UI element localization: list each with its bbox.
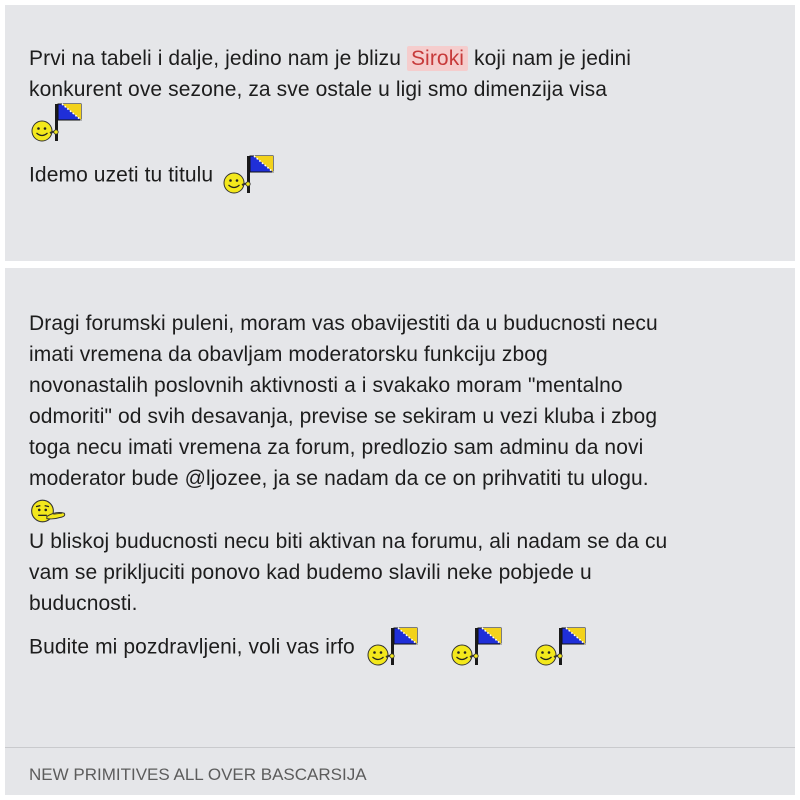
- emoticon-row: [29, 498, 795, 526]
- post-text-line: U bliskoj buducnosti necu biti aktivan na forumu, ali nadam se da cu: [29, 530, 668, 553]
- emoticon-row: [29, 101, 795, 149]
- thinking-smiley-icon: [29, 498, 69, 524]
- smiley-with-bosnian-flag-icon: [365, 625, 423, 669]
- smiley-with-bosnian-flag-icon: [449, 625, 507, 669]
- post-text: Idemo uzeti tu titulu: [29, 163, 214, 187]
- mention-link-siroki[interactable]: Siroki: [407, 46, 468, 71]
- smiley-with-bosnian-flag-icon: [221, 153, 279, 197]
- forum-post-1: [5, 5, 795, 261]
- post-text: Budite mi pozdravljeni, voli vas irfo: [29, 635, 355, 659]
- post-text-line: Dragi forumski puleni, moram vas obavijestiti da u buducnosti necu: [29, 312, 658, 335]
- post-text: Prvi na tabeli i dalje, jedino nam je blizu: [29, 47, 407, 70]
- forum-post-2: [5, 268, 795, 795]
- post-text-line: konkurent ove sezone, za sve ostale u ligi smo dimenzija visa: [29, 78, 608, 101]
- post-text-line: buducnosti.: [29, 592, 138, 615]
- post-text-line: [29, 623, 795, 673]
- post-text-line: [29, 151, 795, 203]
- post-text-line: toga necu imati vremena za forum, predlozio sam adminu da novi: [29, 436, 644, 459]
- post-signature: NEW PRIMITIVES ALL OVER BASCARSIJA: [29, 765, 367, 784]
- post-text: koji nam je jedini: [468, 47, 632, 70]
- smiley-with-bosnian-flag-icon: [533, 625, 591, 669]
- post-text-line: odmoriti" od svih desavanja, previse se sekiram u vezi kluba i zbog: [29, 405, 658, 428]
- smiley-with-bosnian-flag-icon: [29, 101, 87, 145]
- post-text-line: [29, 43, 795, 74]
- post-text-line: novonastalih poslovnih aktivnosti a i svakako moram "mentalno: [29, 374, 623, 397]
- post-text-line: vam se prikljuciti ponovo kad budemo slavili neke pobjede u: [29, 561, 592, 584]
- signature-divider: [5, 747, 795, 748]
- post-text-line: imati vremena da obavljam moderatorsku funkciju zbog: [29, 343, 548, 366]
- post-text-line: moderator bude @ljozee, ja se nadam da ce on prihvatiti tu ulogu.: [29, 467, 649, 490]
